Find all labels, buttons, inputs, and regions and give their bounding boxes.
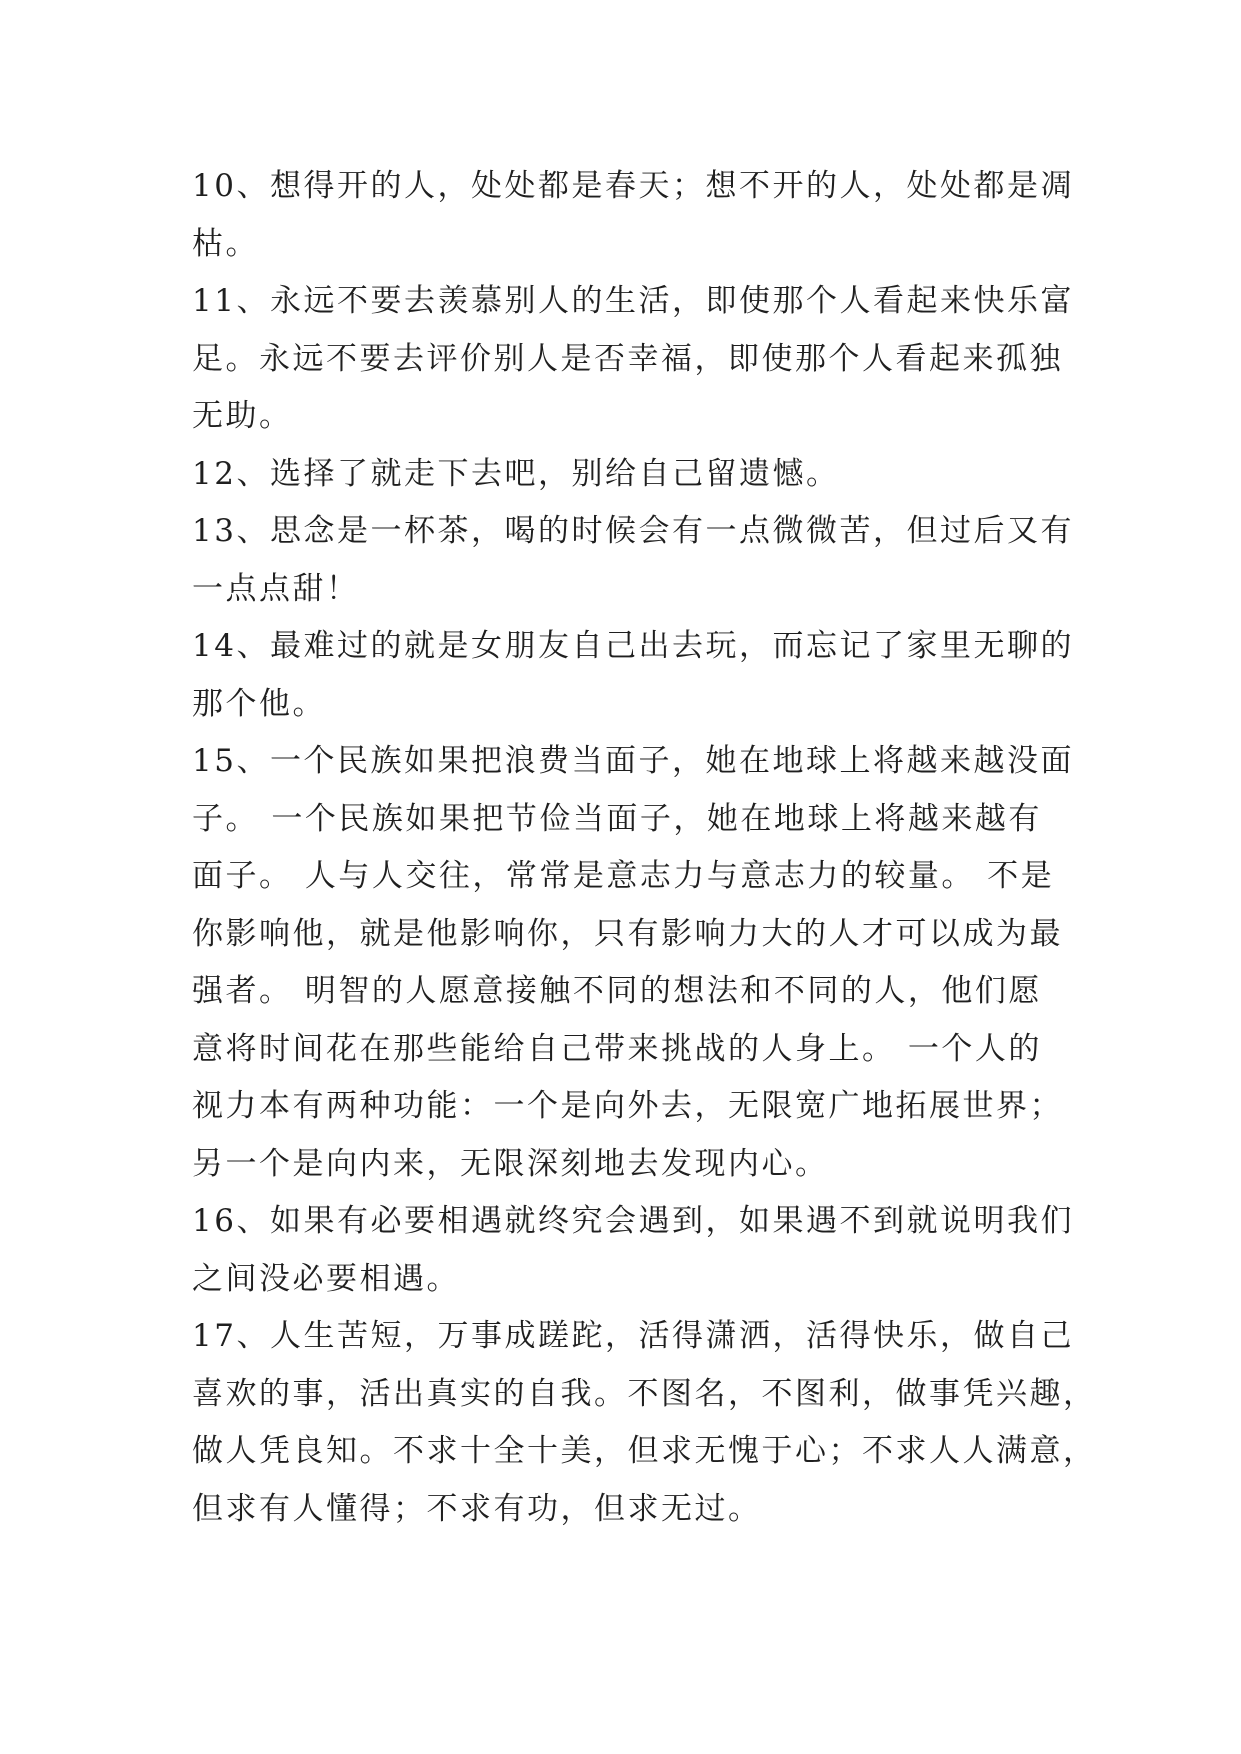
text-line: 喜欢的事，活出真实的自我。不图名，不图利，做事凭兴趣，: [192, 1375, 1097, 1412]
text-line: 17、人生苦短，万事成蹉跎，活得潇洒，活得快乐，做自己: [192, 1318, 1074, 1354]
text-line: 之间没必要相遇。: [192, 1260, 460, 1297]
document-body: [192, 158, 1097, 1538]
text-line: 强者。 明智的人愿意接触不同的想法和不同的人，他们愿: [192, 973, 1042, 1009]
text-line: 那个他。: [192, 685, 326, 722]
text-line: 14、最难过的就是女朋友自己出去玩，而忘记了家里无聊的: [192, 628, 1074, 664]
text-line: 做人凭良知。不求十全十美，但求无愧于心；不求人人满意，: [192, 1433, 1097, 1469]
text-line: 11、永远不要去羡慕别人的生活，即使那个人看起来快乐富: [192, 283, 1074, 319]
text-line: 子。 一个民族如果把节俭当面子，她在地球上将越来越有: [192, 800, 1042, 837]
text-line: 一点点甜！: [192, 570, 360, 607]
text-line: 意将时间花在那些能给自己带来挑战的人身上。 一个人的: [192, 1030, 1042, 1067]
text-line: 面子。 人与人交往，常常是意志力与意志力的较量。 不是: [192, 858, 1055, 894]
text-line: 但求有人懂得；不求有功，但求无过。: [192, 1490, 762, 1527]
text-line: 12、选择了就走下去吧，别给自己留遗憾。: [192, 455, 840, 492]
text-line: 视力本有两种功能：一个是向外去，无限宽广地拓展世界；: [192, 1088, 1063, 1124]
text-line: 10、想得开的人，处处都是春天；想不开的人，处处都是凋: [192, 168, 1074, 204]
text-line: 枯。: [192, 225, 259, 262]
text-line: 无助。: [192, 398, 293, 434]
text-line: 你影响他，就是他影响你，只有影响力大的人才可以成为最: [192, 915, 1063, 952]
text-line: 另一个是向内来，无限深刻地去发现内心。: [192, 1145, 829, 1182]
text-line: 16、如果有必要相遇就终究会遇到，如果遇不到就说明我们: [192, 1203, 1074, 1239]
text-line: 15、一个民族如果把浪费当面子，她在地球上将越来越没面: [192, 743, 1074, 779]
text-line: 13、思念是一杯茶，喝的时候会有一点微微苦，但过后又有: [192, 513, 1074, 549]
text-line: 足。永远不要去评价别人是否幸福，即使那个人看起来孤独: [192, 340, 1063, 377]
